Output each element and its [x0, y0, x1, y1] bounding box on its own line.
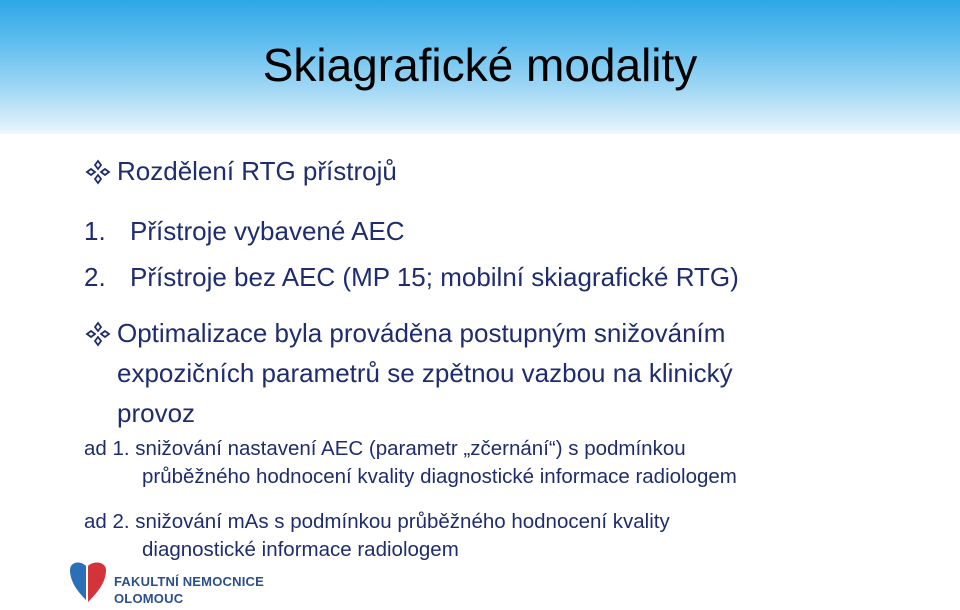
diamond-bullet-icon	[84, 158, 112, 186]
logo-text-line2: OLOMOUC	[114, 591, 184, 606]
ad1-line1: ad 1. snižování nastavení AEC (parametr „zčernání“) s podmínkou	[84, 437, 686, 460]
list-item-2: Přístroje bez AEC (MP 15; mobilní skiagrafické RTG)	[130, 262, 739, 292]
slide-title: Skiagrafické modality	[262, 39, 698, 91]
bullet-optimalizace-line1: Optimalizace byla prováděna postupným snižováním	[117, 318, 726, 348]
bullet-optimalizace-line3: provoz	[117, 398, 196, 428]
diamond-bullet-icon	[84, 320, 112, 348]
ad1-line2: průběžného hodnocení kvality diagnostické informace radiologem	[142, 465, 737, 488]
heart-logo-icon	[64, 560, 112, 606]
list-number-2: 2.	[84, 262, 106, 292]
ad2-line1: ad 2. snižování mAs s podmínkou průběžného hodnocení kvality	[84, 510, 670, 533]
bullet-optimalizace-line2: expozičních parametrů se zpětnou vazbou na klinický	[117, 358, 733, 388]
list-item-1: Přístroje vybavené AEC	[130, 216, 405, 246]
logo-text-line1: FAKULTNÍ NEMOCNICE	[114, 574, 264, 589]
bullet-rozdeleni: Rozdělení RTG přístrojů	[117, 156, 397, 186]
ad2-line2: diagnostické informace radiologem	[142, 538, 459, 561]
list-number-1: 1.	[84, 216, 106, 246]
